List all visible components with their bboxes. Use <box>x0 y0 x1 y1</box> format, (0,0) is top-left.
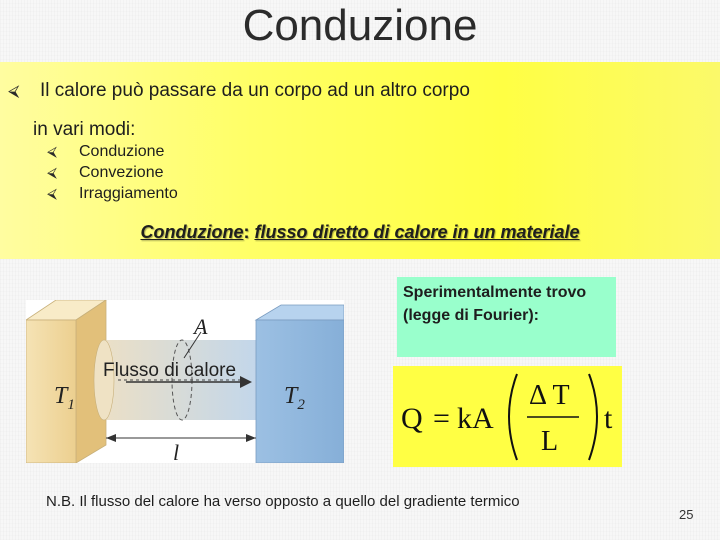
definition-text: flusso diretto di calore in un materiale <box>254 222 580 242</box>
formula-time: t <box>604 402 613 435</box>
formula-coefficient: kA <box>457 402 494 435</box>
modes-list <box>47 141 178 204</box>
definition-separator: : <box>243 222 255 242</box>
main-bullet <box>8 80 470 102</box>
mode-label: Conduzione <box>79 143 165 160</box>
cold-block <box>256 305 344 463</box>
fourier-note-box: Sperimentalmente trovo (legge di Fourier): <box>397 277 616 357</box>
formula-lhs: Q <box>401 402 423 435</box>
page-number: 25 <box>679 507 694 522</box>
formula-denominator: L <box>541 426 559 457</box>
arrow-bullet-icon: ⮘ <box>47 143 57 159</box>
formula-equals: = <box>433 402 450 435</box>
list-item <box>47 162 178 183</box>
right-paren-icon <box>589 374 597 460</box>
dimension-arrow-left-icon <box>106 434 116 442</box>
arrow-bullet-icon: ⮘ <box>8 83 20 100</box>
label-length: l <box>173 440 180 463</box>
footnote: N.B. Il flusso del calore ha verso opposto a quello del gradiente termico <box>46 493 520 510</box>
slide-title: Conduzione <box>242 1 478 50</box>
main-bullet-text: Il calore può passare da un corpo ad un altro corpo <box>40 80 470 101</box>
list-item <box>47 141 178 162</box>
arrow-bullet-icon: ⮘ <box>47 185 57 201</box>
conduction-figure <box>26 300 344 463</box>
conduction-diagram <box>26 300 344 463</box>
list-item <box>47 183 178 204</box>
label-heat-flow: Flusso di calore <box>103 360 237 381</box>
label-A: A <box>194 314 208 339</box>
arrow-bullet-icon: ⮘ <box>47 164 57 180</box>
hot-block-front <box>26 320 76 463</box>
left-paren-icon <box>509 374 517 460</box>
cold-block-top <box>256 305 344 320</box>
dimension-arrow-right-icon <box>246 434 256 442</box>
fourier-formula <box>393 366 622 467</box>
main-bullet-continuation: in vari modi: <box>33 119 136 140</box>
formula-svg <box>393 366 622 467</box>
cold-block-front <box>256 320 344 463</box>
conduction-definition <box>0 222 720 243</box>
definition-term: Conduzione <box>140 222 244 242</box>
mode-label: Irraggiamento <box>79 185 178 202</box>
mode-label: Convezione <box>79 164 164 181</box>
label-T2: $T_2$ <box>284 383 305 413</box>
formula-numerator: Δ T <box>529 380 570 411</box>
label-T1: $T_1$ <box>54 383 75 413</box>
